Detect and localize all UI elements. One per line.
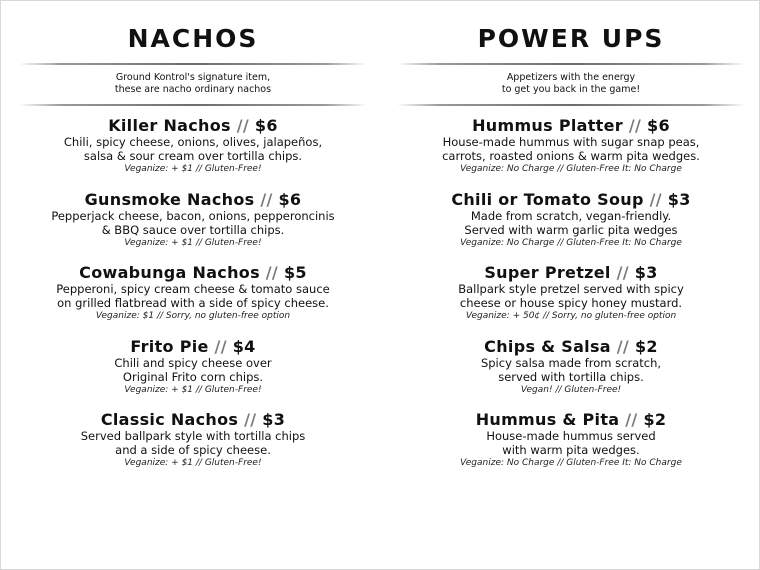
item-name: Hummus & Pita <box>475 410 620 429</box>
item-title <box>391 116 751 135</box>
menu-item <box>13 263 373 337</box>
menu-item <box>391 410 751 484</box>
price-separator: // <box>625 410 638 429</box>
price-separator: // <box>236 116 250 135</box>
item-title <box>13 410 373 429</box>
section-title: NACHOS <box>127 24 259 53</box>
item-name: Gunsmoke Nachos <box>84 189 255 209</box>
menu-item <box>391 116 751 190</box>
price-separator: // <box>244 410 257 429</box>
item-dietary-note: Veganize: + 50¢ // Sorry, no gluten-free option <box>465 311 677 321</box>
power-ups-section <box>391 1 751 484</box>
item-name: Chips & Salsa <box>484 336 611 356</box>
section-subtitle <box>13 72 373 96</box>
item-price: $4 <box>232 336 256 356</box>
item-description: Made from scratch, vegan-friendly. Served with warm garlic pita wedges <box>464 208 678 237</box>
item-description: Chili, spicy cheese, onions, olives, jalapeños, salsa & sour cream over tortilla chips. <box>63 135 323 163</box>
price-separator: // <box>649 189 662 209</box>
menu-items <box>391 116 751 484</box>
menu-item <box>13 410 373 484</box>
subtitle-line: Appetizers with the energy <box>506 72 636 83</box>
item-price: $2 <box>634 336 658 356</box>
price-separator: // <box>260 189 273 209</box>
item-name: Hummus Platter <box>472 116 623 135</box>
item-description: House-made hummus served with warm pita wedges. <box>486 429 656 457</box>
item-price: $5 <box>283 263 307 282</box>
item-dietary-note: Veganize: + $1 // Gluten-Free! <box>124 237 262 248</box>
item-name: Super Pretzel <box>484 263 611 282</box>
item-price: $2 <box>643 410 667 429</box>
divider <box>397 63 745 65</box>
item-dietary-note: Veganize: + $1 // Gluten-Free! <box>124 384 262 395</box>
item-dietary-note: Veganize: No Charge // Gluten-Free It: No Charge <box>460 458 682 468</box>
item-dietary-note: Vegan! // Gluten-Free! <box>520 384 622 395</box>
item-title <box>391 410 751 429</box>
item-name: Cowabunga Nachos <box>79 263 260 282</box>
subtitle-line: Ground Kontrol's signature item, <box>115 72 271 83</box>
menu-item <box>13 190 373 264</box>
nachos-section <box>13 1 373 484</box>
item-title <box>13 337 373 356</box>
item-price: $3 <box>262 410 286 429</box>
item-description: Spicy salsa made from scratch, served with tortilla chips. <box>480 355 662 384</box>
item-description: House-made hummus with sugar snap peas, carrots, roasted onions & warm pita wedges. <box>442 135 700 163</box>
divider <box>19 104 367 106</box>
price-separator: // <box>616 263 629 282</box>
item-price: $6 <box>254 116 278 135</box>
item-title <box>391 337 751 356</box>
menu-item <box>13 116 373 190</box>
item-title <box>13 190 373 209</box>
item-dietary-note: Veganize: No Charge // Gluten-Free It: No Charge <box>460 164 682 174</box>
item-dietary-note: Veganize: + $1 // Gluten-Free! <box>124 458 262 468</box>
item-description: Ballpark style pretzel served with spicy cheese or house spicy honey mustard. <box>458 282 684 310</box>
price-separator: // <box>616 336 630 356</box>
item-dietary-note: Veganize: $1 // Sorry, no gluten-free option <box>95 311 291 321</box>
price-separator: // <box>628 116 642 135</box>
subtitle-line: to get you back in the game! <box>501 84 641 95</box>
menu-item <box>391 263 751 337</box>
item-name: Frito Pie <box>130 336 209 356</box>
item-description: Served ballpark style with tortilla chips and a side of spicy cheese. <box>80 429 306 457</box>
section-subtitle <box>391 72 751 96</box>
item-price: $3 <box>634 263 658 282</box>
item-price: $6 <box>278 189 302 209</box>
price-separator: // <box>265 263 279 282</box>
item-description: Pepperjack cheese, bacon, onions, pepperoncinis & BBQ sauce over tortilla chips. <box>51 208 335 237</box>
item-title <box>391 263 751 282</box>
item-title <box>13 116 373 135</box>
item-dietary-note: Veganize: No Charge // Gluten-Free It: No Charge <box>460 237 682 248</box>
item-name: Killer Nachos <box>108 116 231 135</box>
item-name: Chili or Tomato Soup <box>451 189 644 209</box>
item-title <box>13 263 373 282</box>
item-title <box>391 190 751 209</box>
section-title: POWER UPS <box>477 24 665 53</box>
item-dietary-note: Veganize: + $1 // Gluten-Free! <box>124 164 262 174</box>
menu-item <box>391 337 751 411</box>
divider <box>397 104 745 106</box>
item-price: $3 <box>667 189 691 209</box>
item-price: $6 <box>647 116 670 135</box>
subtitle-line: these are nacho ordinary nachos <box>114 84 272 95</box>
item-description: Pepperoni, spicy cream cheese & tomato sauce on grilled flatbread with a side of spicy cheese. <box>56 282 330 310</box>
price-separator: // <box>214 336 227 356</box>
menu-item <box>391 190 751 264</box>
menu-item <box>13 337 373 411</box>
item-name: Classic Nachos <box>100 410 239 429</box>
item-description: Chili and spicy cheese over Original Frito corn chips. <box>114 355 272 384</box>
menu-items <box>13 116 373 484</box>
divider <box>19 63 367 65</box>
